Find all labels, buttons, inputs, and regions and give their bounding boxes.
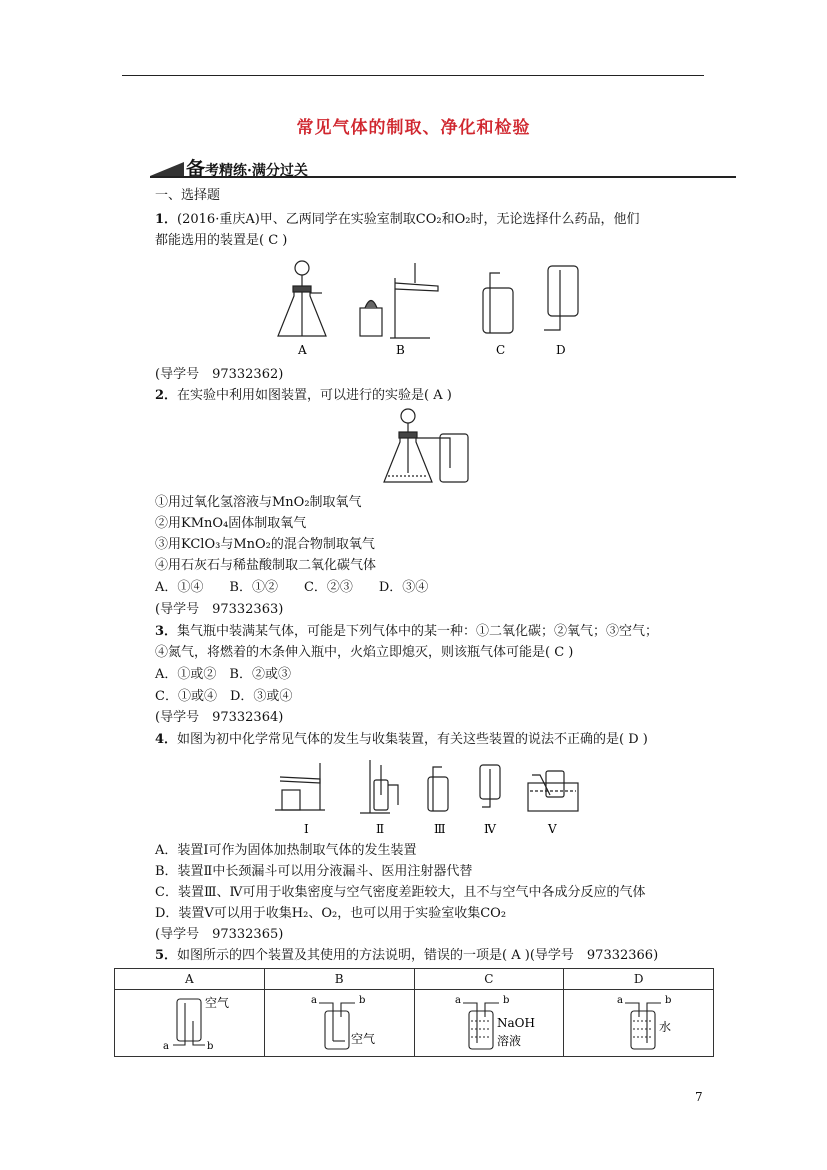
q5-d-label-water: 水 — [658, 1019, 671, 1034]
page-number: 7 — [695, 1090, 703, 1104]
q4-option-d: D．装置Ⅴ可以用于收集H₂、O₂，也可以用于实验室收集CO₂ — [155, 906, 507, 921]
q4-label-1: Ⅰ — [304, 822, 309, 836]
q5-a-label-b: b — [207, 1040, 214, 1052]
q4-stem: 4．如图为初中化学常见气体的发生与收集装置，有关这些装置的说法不正确的是( D ) — [155, 732, 648, 747]
q2-ref: (导学号 97332363) — [155, 602, 284, 617]
q2-stem: 2．在实验中利用如图装置，可以进行的实验是( A ) — [155, 388, 452, 403]
q3-ref: (导学号 97332364) — [155, 710, 284, 725]
q5-fig-a — [129, 991, 249, 1053]
q1-line1: 1．(2016·重庆A)甲、乙两同学在实验室制取CO₂和O₂时，无论选择什么药品，他们 — [155, 212, 640, 227]
q2-item-1: ①用过氧化氢溶液与MnO₂制取氧气 — [155, 495, 362, 510]
q5-a-label-air: 空气 — [205, 995, 230, 1010]
q5-a-label-a: a — [163, 1040, 170, 1052]
q4-label-3: Ⅲ — [434, 822, 446, 836]
q1-label-c: C — [496, 343, 506, 357]
q3-line2: ④氮气，将燃着的木条伸入瓶中，火焰立即熄灭，则该瓶气体可能是( C ) — [155, 645, 574, 660]
q5-c-label-b: b — [502, 994, 510, 1006]
q5-c-label-naoh: NaOH — [496, 1015, 535, 1030]
q5-table — [114, 968, 714, 1057]
q2-item-3: ③用KClO₃与MnO₂的混合物制取氧气 — [155, 537, 375, 552]
q5-b-label-air: 空气 — [351, 1031, 376, 1046]
q1-line2: 都能选用的装置是( C ) — [155, 233, 288, 248]
q4-option-c: C．装置Ⅲ、Ⅳ可用于收集密度与空气密度差距较大，且不与空气中各成分反应的气体 — [155, 885, 646, 900]
q2-item-4: ④用石灰石与稀盐酸制取二氧化碳气体 — [155, 558, 377, 573]
q1-apparatus-figure — [270, 258, 590, 358]
q5-header-b: B — [264, 969, 414, 990]
q5-fig-d — [579, 991, 699, 1053]
banner-shape — [150, 162, 184, 176]
q5-header-d: D — [564, 969, 714, 990]
q5-b-label-b: b — [359, 994, 366, 1006]
q5-fig-b — [279, 991, 399, 1053]
header-rule — [122, 75, 704, 76]
q5-stem: 5．如图所示的四个装置及其使用的方法说明，错误的一项是( A )(导学号 97332366) — [155, 948, 659, 963]
q4-label-5: Ⅴ — [548, 822, 557, 836]
q2-options: A．①④ B．①② C．②③ D．③④ — [155, 580, 429, 595]
q4-option-a: A．装置Ⅰ可作为固体加热制取气体的发生装置 — [155, 843, 417, 858]
q3-opt2: C．①或④ D．③或④ — [155, 689, 293, 704]
q5-d-label-a: a — [616, 994, 623, 1006]
q4-label-4: Ⅳ — [484, 822, 496, 836]
q5-header-c: C — [414, 969, 564, 990]
q4-ref: (导学号 97332365) — [155, 927, 284, 942]
q4-apparatus-figure — [270, 755, 590, 837]
section-heading: 一、选择题 — [155, 188, 221, 203]
page-title: 常见气体的制取、净化和检验 — [296, 118, 531, 138]
q1-ref: (导学号 97332362) — [155, 367, 284, 382]
q5-c-label-a: a — [454, 994, 461, 1006]
q5-cell-c — [414, 990, 564, 1057]
q2-apparatus-figure — [380, 408, 480, 488]
q5-d-label-b: b — [664, 994, 672, 1006]
q1-label-b: B — [396, 343, 405, 357]
q4-option-b: B．装置Ⅱ中长颈漏斗可以用分液漏斗、医用注射器代替 — [155, 864, 473, 879]
q5-cell-b — [264, 990, 414, 1057]
q3-opt1: A．①或② B．②或③ — [155, 667, 291, 682]
q4-label-2: Ⅱ — [376, 822, 385, 836]
banner-rule — [150, 176, 736, 178]
q1-label-d: D — [556, 343, 566, 357]
q5-header-a: A — [115, 969, 265, 990]
q1-label-a: A — [298, 343, 307, 357]
banner-label: 备考精练·满分过关 — [186, 158, 308, 180]
q2-item-2: ②用KMnO₄固体制取氧气 — [155, 516, 307, 531]
q5-cell-a — [115, 990, 265, 1057]
q3-line1: 3．集气瓶中装满某气体，可能是下列气体中的某一种：①二氧化碳；②氧气；③空气； — [155, 624, 659, 639]
q5-fig-c — [429, 991, 549, 1053]
q5-cell-d — [564, 990, 714, 1057]
q5-b-label-a: a — [311, 994, 318, 1006]
q5-c-label-solution: 溶液 — [496, 1033, 521, 1048]
section-banner — [150, 152, 736, 178]
